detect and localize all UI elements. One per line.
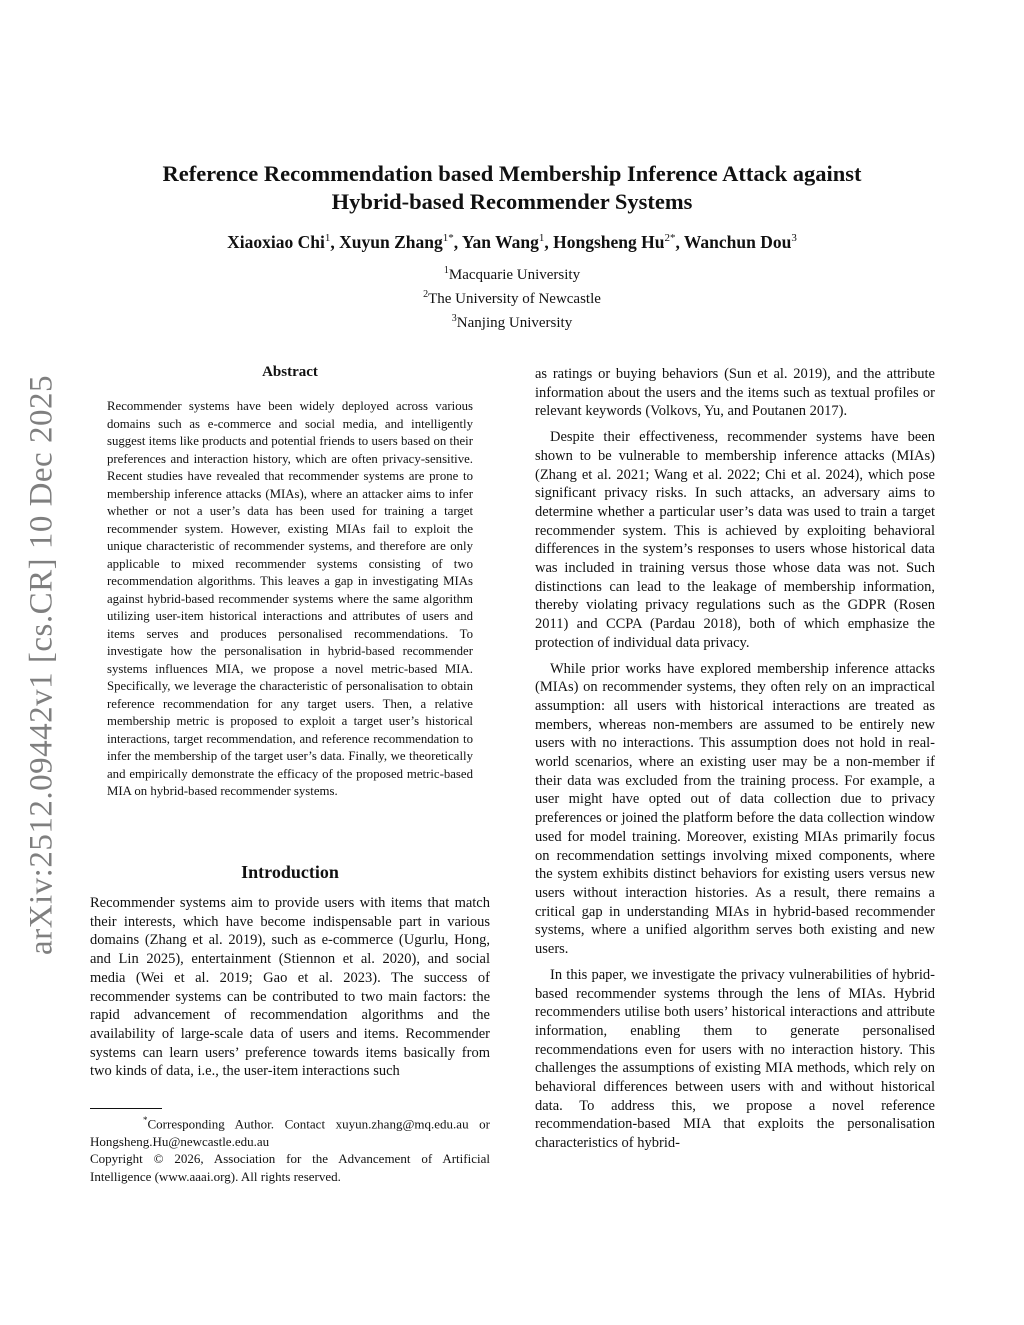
abstract-text: Recommender systems have been widely deployed across various domains such as e-commerce and social media, and intelligently suggest items like products and potential friends to users based on their preferences and interaction history, which are often privacy-sensitive. Recent studies have revealed that recommender systems are prone to membership inference attacks (MIAs), where an attacker aims to infer whether or not a user’s data has been used for training a target recommender system. However, existing MIAs fail to exploit the unique characteristic of recommender systems, and therefore are only applicable to mixed recommender systems consisting of two recommendation algorithms. This leaves a gap in investigating MIAs against hybrid-based recommender systems where the same algorithm utilizing user-item historical interactions and attributes of users and items serves and produces personalised recommendations. To investigate how the personalisation in hybrid-based recommender systems influences MIA, we propose a novel metric-based MIA. Specifically, we leverage the characteristic of personalisation to obtain reference recommendation for any target users. Then, a relative membership metric is proposed to exploit a target user’s historical interactions, target recommendation, and reference recommendation to infer the membership of the target user’s data. Finally, we theoretically and empirically demonstrate the efficacy of the proposed metric-based MIA on hybrid-based recommender systems. bbox=[107, 399, 473, 798]
introduction-text: Recommender systems aim to provide users with items that match their interests, which have become indispensable part in various domains (Zhang et al. 2019), such as e-commerce (Ugurlu, Hong, and Lin 2025), entertainment (Stiennon et al. 2020), and social media (Wei et al. 2019; Gao et al. 2023). The success of recommender systems can be contributed to two main factors: the rapid advancement of recommendation algorithms and the availability of large-scale data of users and items. Recommender systems can learn users’ preference towards items basically from two kinds of data, i.e., the user-item interactions such bbox=[90, 895, 490, 1080]
paragraph: In this paper, we investigate the privacy vulnerabilities of hybrid-based recommender systems through the lens of MIAs. Hybrid recommenders utilise both users’ historical interactions and attribute information, enabling them to generate personalised recommendations even for users with no interaction history. This challenges the assumptions of existing MIA methods, which rely on behavioral differences between users with and without historical data. To address this, we propose a novel reference recommendation-based MIA that exploits the personalisation characteristics of hybrid- bbox=[535, 966, 935, 1152]
author-name: Wanchun Dou bbox=[683, 232, 792, 252]
author-name: Xiaoxiao Chi bbox=[227, 232, 325, 252]
copyright-notice: Copyright © 2026, Association for the Advancement of Artificial Intelligence (www.aaai.org). All rights reserved. bbox=[90, 1151, 490, 1184]
footnote-rule bbox=[90, 1108, 162, 1109]
corresponding-footnote bbox=[90, 1112, 490, 1150]
arxiv-identifier: arXiv:2512.09442v1 [cs.CR] 10 Dec 2025 bbox=[23, 375, 60, 955]
footnote-mark: * bbox=[143, 1115, 148, 1125]
affiliation bbox=[80, 261, 944, 285]
corresponding-text: Corresponding Author. Contact xuyun.zhang@mq.edu.au or Hongsheng.Hu@newcastle.edu.au bbox=[90, 1116, 491, 1149]
author-list: Xiaoxiao Chi$^1$, Xuyun Zhang$^{1*}$, Yan Wang$^1$, Hongsheng $Hu^{2*}$, Wanchun Dou$^3$ bbox=[227, 232, 797, 252]
affiliation-mark: 1 bbox=[443, 265, 449, 276]
paragraph: as ratings or buying behaviors (Sun et al. 2019), and the attribute information about the users and the items such as textual profiles or relevant keywords (Volkovs, Yu, and Poutanen 2017). bbox=[535, 366, 935, 420]
introduction-heading: Introduction bbox=[241, 862, 339, 882]
affiliation-name: The University of Newcastle bbox=[428, 291, 601, 307]
author-affil-mark: 1* bbox=[442, 232, 454, 245]
arxiv-stamp bbox=[22, 370, 62, 960]
author-affil-mark: 2* bbox=[664, 232, 676, 245]
affiliation-list bbox=[80, 261, 944, 333]
paragraph: Despite their effectiveness, recommender systems have been shown to be vulnerable to membership inference attacks (MIAs) (Zhang et al. 2021; Wang et al. 2022; Chi et al. 2024), which pose significant privacy risks. In such attacks, an adversary aims to determine whether a particular user’s data was used to train a target recommender system. This is achieved by exploiting behavioral differences in the system’s responses to users whose historical data was included in training versus those whose data was not. Such distinctions can lead to the leakage of membership information, thereby violating privacy regulations such as the GDPR (Rosen 2011) and CCPA (Pardau 2018), both of which emphasize the protection of individual data privacy. bbox=[535, 429, 935, 651]
title-line-1: Reference Recommendation based Membership Inference Attack against bbox=[162, 161, 862, 186]
paper-title bbox=[80, 160, 944, 216]
author-affil-mark: 1 bbox=[538, 232, 545, 245]
author-name: Hongsheng Hu bbox=[553, 232, 665, 252]
paragraph: While prior works have explored membership inference attacks (MIAs) on recommender systems, they often rely on an impractical assumption: all users with historical interactions are treated as members, whereas non-members are assumed to be entirely new users with no interactions. This assumption does not hold in real-world scenarios, where an existing user may be a non-member if their data was excluded from the training process. For example, a user might have opted out of data collection due to privacy preferences or joined the platform before the data collection window used for model training. Moreover, existing MIAs primarily focus on recommendation settings involving mixed components, where the system exhibits distinct behaviors for existing users versus new users without interaction histories. As a result, there remains a critical gap in understanding MIAs in hybrid-based recommender systems, where a unified algorithm serves both existing and new users. bbox=[535, 660, 935, 958]
affiliation-mark: 2 bbox=[423, 289, 429, 300]
abstract-heading: Abstract bbox=[262, 364, 318, 380]
author-affil-mark: 1 bbox=[324, 232, 331, 245]
affiliation bbox=[80, 285, 944, 309]
affiliation bbox=[80, 309, 944, 333]
author-affil-mark: 3 bbox=[791, 232, 797, 245]
right-column bbox=[535, 365, 935, 1160]
affiliation-name: Macquarie University bbox=[448, 267, 581, 283]
title-line-2: Hybrid-based Recommender Systems bbox=[331, 189, 693, 214]
author-name: Xuyun Zhang bbox=[339, 232, 443, 252]
affiliation-mark: 3 bbox=[451, 313, 457, 324]
footnotes bbox=[90, 1112, 490, 1185]
author-name: Yan Wang bbox=[461, 232, 539, 252]
affiliation-name: Nanjing University bbox=[456, 315, 573, 331]
